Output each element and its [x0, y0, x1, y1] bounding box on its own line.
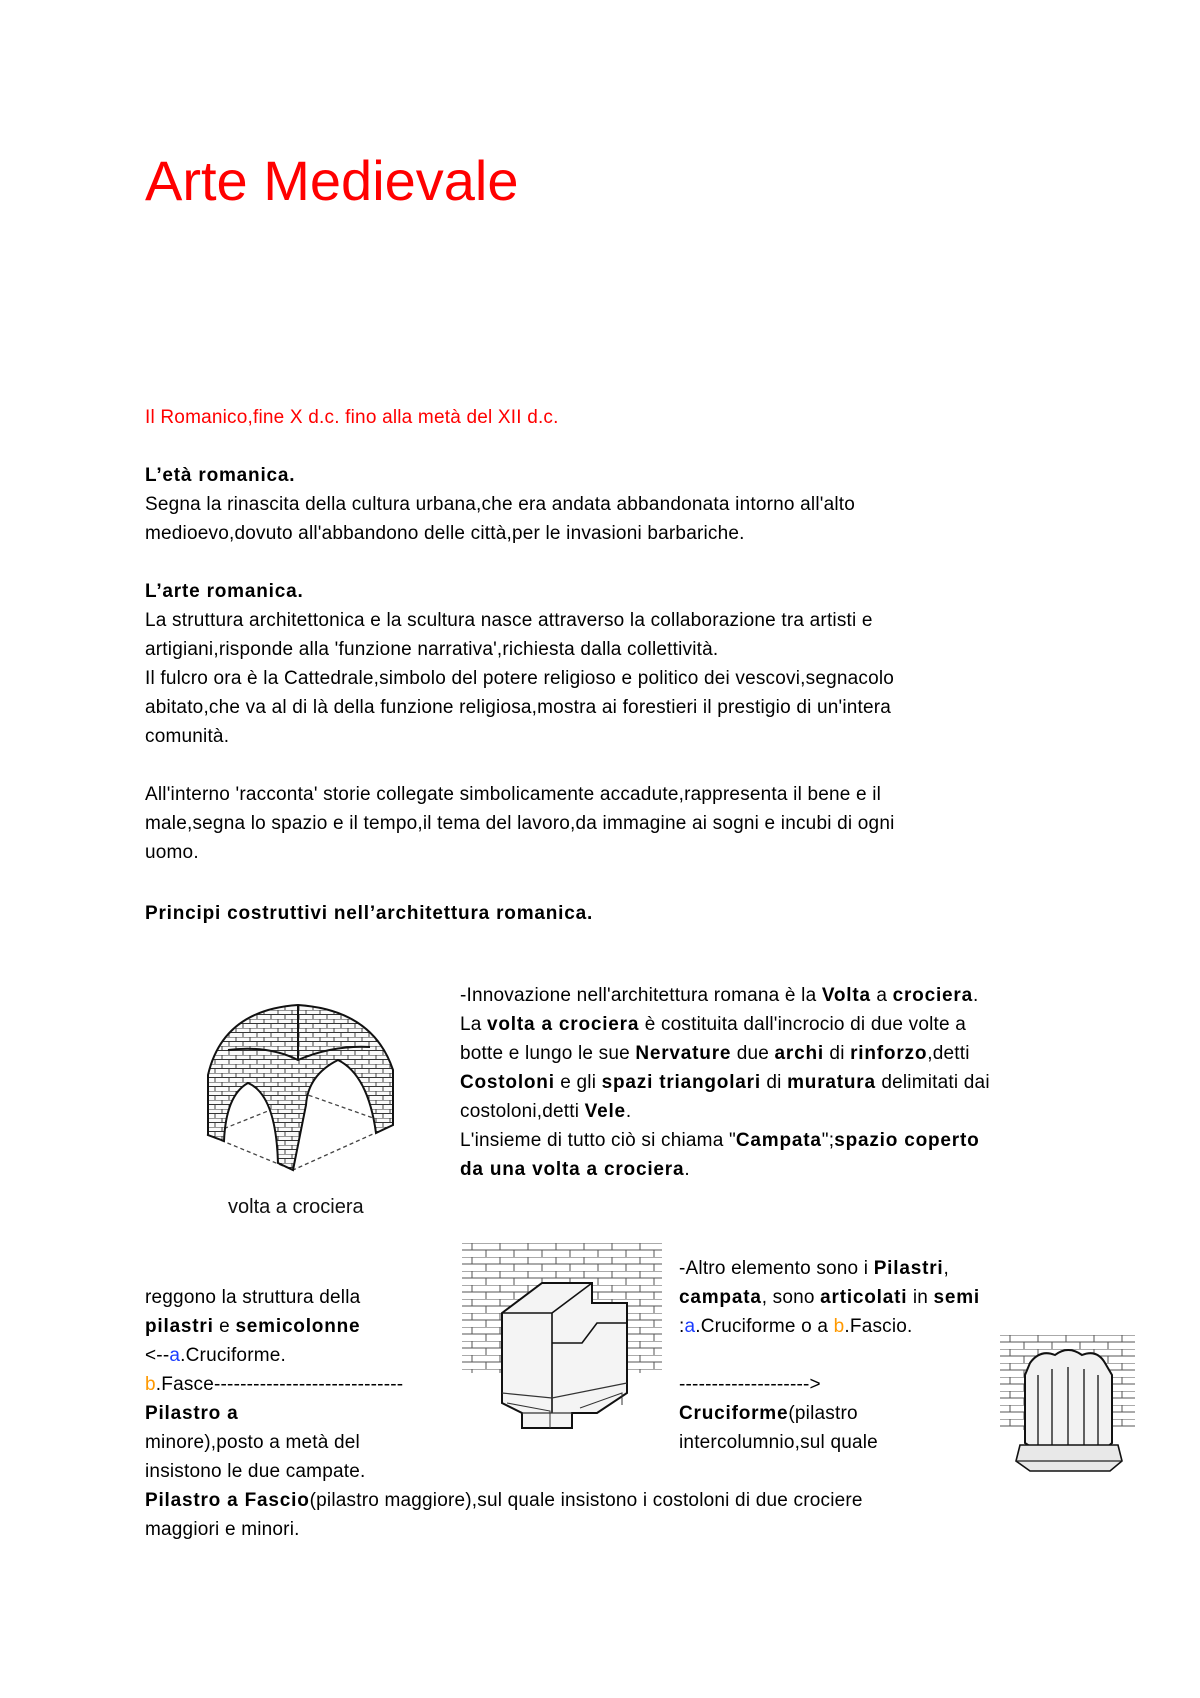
paragraph-line: artigiani,risponde alla 'funzione narrativa',richiesta dalla collettività.: [145, 639, 719, 660]
paragraph-line: -Altro elemento sono i Pilastri,: [679, 1258, 949, 1279]
paragraph-line: campata, sono articolati in semi: [679, 1287, 981, 1308]
paragraph-line: La struttura architettonica e la scultura nasce attraverso la collaborazione tra artisti e: [145, 610, 873, 631]
pilastri-description-right: [679, 1254, 1019, 1457]
paragraph-line: -Innovazione nell'architettura romana è la Volta a crociera.: [460, 985, 979, 1006]
paragraph-line: da una volta a crociera.: [460, 1159, 690, 1180]
pilastri-description-left: [145, 1283, 465, 1486]
paragraph-line: b.Fasce-----------------------------: [145, 1374, 404, 1395]
fascio-pillar-drawing: [1000, 1335, 1135, 1475]
paragraph-line: Il fulcro ora è la Cattedrale,simbolo del potere religioso e politico dei vescovi,segnacolo: [145, 668, 895, 689]
pilastro-cruciforme-illustration: [462, 1243, 662, 1443]
section-eta-romanica: [145, 461, 1085, 548]
paragraph-line: -------------------->: [679, 1374, 821, 1395]
vault-drawing: [148, 965, 448, 1245]
cruciform-pillar-drawing: [462, 1243, 662, 1443]
paragraph-line: comunità.: [145, 726, 230, 747]
vault-caption: volta a crociera: [228, 1196, 364, 1218]
period-subtitle: Il Romanico,fine X d.c. fino alla metà del XII d.c.: [145, 407, 559, 428]
paragraph-line: costoloni,detti Vele.: [460, 1101, 632, 1122]
paragraph-line: medioevo,dovuto all'abbandono delle città,per le invasioni barbariche.: [145, 523, 745, 544]
section-heading: Principi costruttivi nell’architettura romanica.: [145, 903, 594, 924]
paragraph-line: Pilastro a Fascio(pilastro maggiore),sul quale insistono i costoloni di due crociere: [145, 1490, 863, 1511]
section-heading: L’età romanica.: [145, 465, 296, 486]
paragraph-line: minore),posto a metà del: [145, 1432, 360, 1453]
pilastro-a-fascio-illustration: [1000, 1335, 1135, 1475]
paragraph-line: male,segna lo spazio e il tempo,il tema del lavoro,da immagine ai sogni e incubi di ogni: [145, 813, 895, 834]
paragraph-line: uomo.: [145, 842, 199, 863]
paragraph-line: insistono le due campate.: [145, 1461, 366, 1482]
paragraph-line: botte e lungo le sue Nervature due archi di rinforzo,detti: [460, 1043, 970, 1064]
section-arte-romanica: [145, 577, 1085, 867]
paragraph-line: abitato,che va al di là della funzione religiosa,mostra ai forestieri il prestigio di un'intera: [145, 697, 892, 718]
paragraph-line: pilastri e semicolonne: [145, 1316, 361, 1337]
paragraph-line: intercolumnio,sul quale: [679, 1432, 878, 1453]
section-heading: L’arte romanica.: [145, 581, 304, 602]
paragraph-line: maggiori e minori.: [145, 1519, 300, 1540]
paragraph-line: All'interno 'racconta' storie collegate simbolicamente accadute,rappresenta il bene e il: [145, 784, 882, 805]
pilastro-fascio-description: [145, 1486, 1105, 1544]
paragraph-line: Segna la rinascita della cultura urbana,che era andata abbandonata intorno all'alto: [145, 494, 855, 515]
paragraph-line: L'insieme di tutto ciò si chiama "Campata";spazio coperto: [460, 1130, 980, 1151]
paragraph-line: Costoloni e gli spazi triangolari di muratura delimitati dai: [460, 1072, 990, 1093]
paragraph-line: reggono la struttura della: [145, 1287, 361, 1308]
paragraph-line: Pilastro a: [145, 1403, 239, 1424]
paragraph-line: :a.Cruciforme o a b.Fascio.: [679, 1316, 913, 1337]
paragraph-line: La volta a crociera è costituita dall'incrocio di due volte a: [460, 1014, 966, 1035]
paragraph-line: <--a.Cruciforme.: [145, 1345, 287, 1366]
section-principi-costruttivi: [145, 899, 593, 928]
paragraph-line: Cruciforme(pilastro: [679, 1403, 858, 1424]
volta-a-crociera-illustration: [148, 965, 448, 1245]
page-title: Arte Medievale: [145, 149, 519, 212]
volta-description: [460, 981, 1060, 1184]
